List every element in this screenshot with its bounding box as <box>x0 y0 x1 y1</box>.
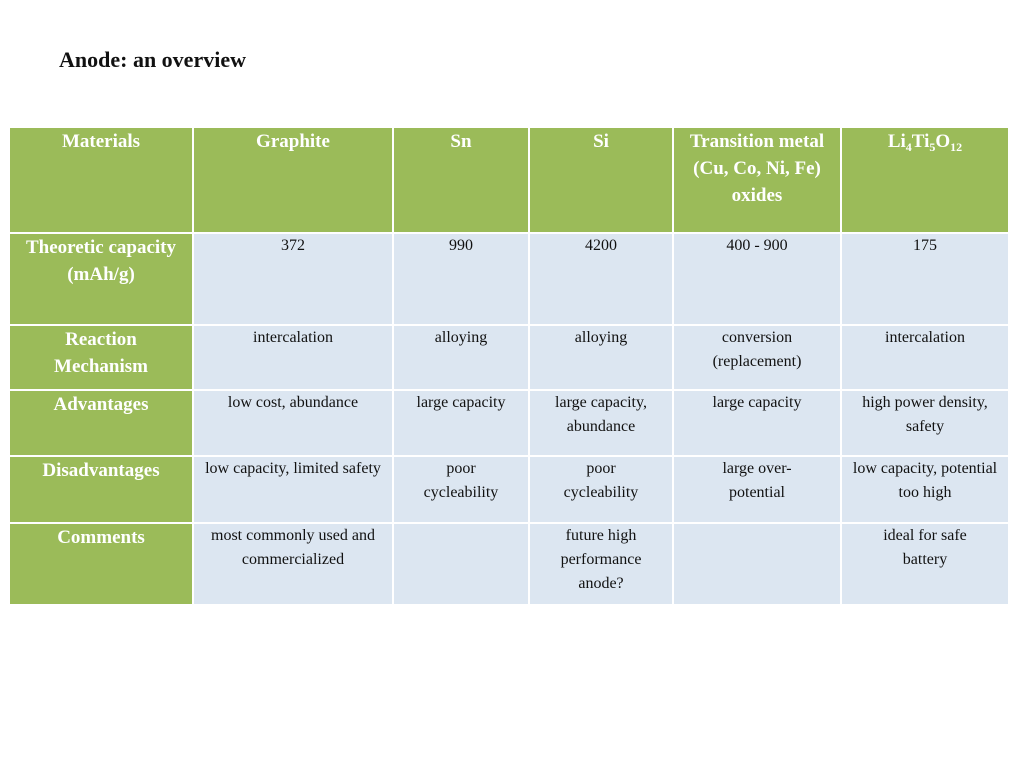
table-row-comments <box>9 523 1009 605</box>
anode-comparison-table <box>8 126 1010 606</box>
table-cell: alloying <box>529 325 673 390</box>
table-cell: intercalation <box>193 325 393 390</box>
lto-li: Li <box>887 131 906 152</box>
table-cell: large capacity, abundance <box>529 390 673 456</box>
table-cell: conversion (replacement) <box>673 325 841 390</box>
row-label-advantages: Advantages <box>9 390 193 456</box>
table-cell: high power density, safety <box>841 390 1009 456</box>
table-cell: low cost, abundance <box>193 390 393 456</box>
table-cell: large capacity <box>393 390 529 456</box>
header-materials: Materials <box>9 127 193 233</box>
table-cell: 4200 <box>529 233 673 325</box>
table-cell: 990 <box>393 233 529 325</box>
table-cell: 175 <box>841 233 1009 325</box>
table-cell <box>673 523 841 605</box>
header-sn: Sn <box>393 127 529 233</box>
table-cell: future high performance anode? <box>529 523 673 605</box>
table-cell: low capacity, limited safety <box>193 456 393 523</box>
table-row-disadvantages <box>9 456 1009 523</box>
table-row-capacity <box>9 233 1009 325</box>
table-cell: 372 <box>193 233 393 325</box>
header-transition-metal-oxides: Transition metal (Cu, Co, Ni, Fe) oxides <box>673 127 841 233</box>
lto-ti: Ti <box>911 131 930 152</box>
table-row-advantages <box>9 390 1009 456</box>
table-row-mechanism <box>9 325 1009 390</box>
lto-o: O <box>935 131 951 152</box>
header-si: Si <box>529 127 673 233</box>
table-cell: intercalation <box>841 325 1009 390</box>
table-cell: ideal for safe battery <box>841 523 1009 605</box>
table-cell: large capacity <box>673 390 841 456</box>
row-label-disadvantages: Disadvantages <box>9 456 193 523</box>
header-lithium-titanate <box>841 127 1009 233</box>
lto-ti-subscript: 5 <box>929 140 936 154</box>
row-label-comments: Comments <box>9 523 193 605</box>
table-cell: large over-potential <box>673 456 841 523</box>
table-cell: 400 - 900 <box>673 233 841 325</box>
row-label-mechanism: Reaction Mechanism <box>9 325 193 390</box>
header-graphite: Graphite <box>193 127 393 233</box>
table-cell <box>393 523 529 605</box>
table-cell: most commonly used and commercialized <box>193 523 393 605</box>
slide-title: Anode: an overview <box>59 47 246 72</box>
table-cell: poor cycleability <box>393 456 529 523</box>
table-cell: poor cycleability <box>529 456 673 523</box>
row-label-capacity: Theoretic capacity (mAh/g) <box>9 233 193 325</box>
table-cell: low capacity, potential too high <box>841 456 1009 523</box>
lto-o-subscript: 12 <box>950 140 963 154</box>
lto-li-subscript: 4 <box>905 140 912 154</box>
table-cell: alloying <box>393 325 529 390</box>
table-header-row <box>9 127 1009 233</box>
